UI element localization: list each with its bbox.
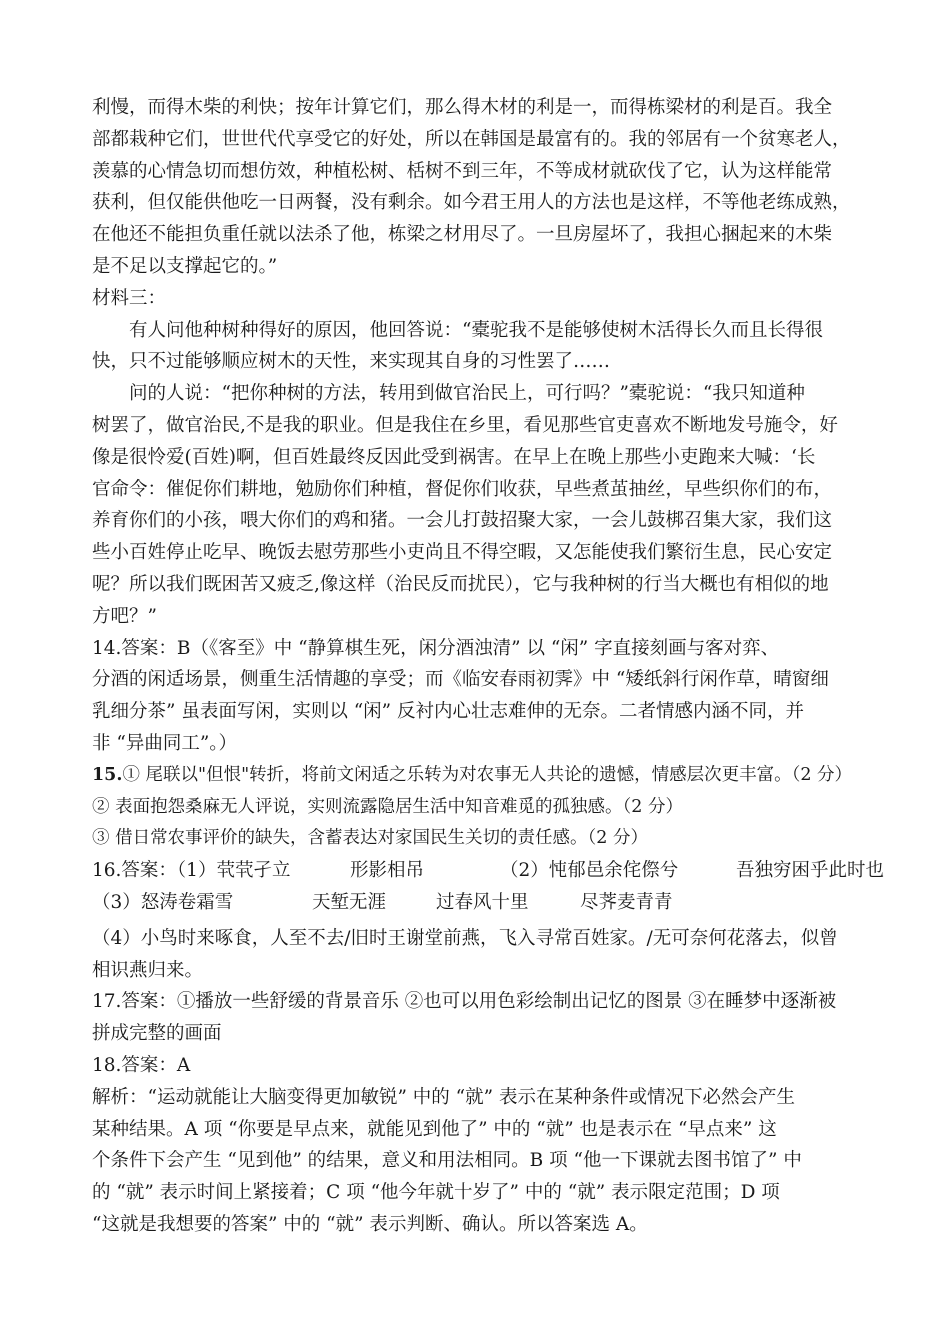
text-line: 乳细分茶” 虽表面写闲，实则以 “闲” 反衬内心壮志难伸的无奈。二者情感内涵不同，并: [92, 701, 805, 723]
material3-paragraph-2: [92, 378, 862, 632]
answer-16-item: 天堑无涯: [312, 891, 387, 913]
answer-18: [92, 1050, 862, 1241]
text-line: 17.答案：①播放一些舒缓的背景音乐 ②也可以用色彩绘制出记忆的图景 ③在睡梦中逐渐被: [92, 991, 837, 1013]
answer-18-answer: 18.答案：A: [92, 1054, 191, 1076]
text-line: 非 “异曲同工”。）: [92, 732, 238, 754]
answer-16-item: 尽荠麦青青: [580, 891, 673, 913]
text-line: 羡慕的心情急切而想仿效，种植松树、栝树不到三年，不等成材就砍伐了它，认为这样能常: [92, 160, 833, 182]
material2-tail: [92, 92, 862, 283]
text-line: 获利，但仅能供他吃一日两餐，没有剩余。如今君王用人的方法也是这样，不等他老练成熟，: [92, 192, 851, 214]
text-line: 的 “就” 表示时间上紧接着；C 项 “他今年就十岁了” 中的 “就” 表示限定范围；D 项: [92, 1182, 780, 1204]
answer-14: [92, 633, 862, 760]
question-number: 15.: [92, 764, 123, 785]
text-line: 养育你们的小孩，喂大你们的鸡和猪。一会儿打鼓招聚大家，一会儿鼓梆召集大家，我们这: [92, 510, 833, 532]
material3-paragraph-1: [92, 315, 862, 379]
answer-16-item: （2）忳郁邑余侘傺兮: [500, 860, 679, 882]
answer-15-line-1: [92, 760, 862, 792]
text-line: 是不足以支撑起它的。”: [92, 255, 278, 277]
text-line: 些小百姓停止吃早、晚饭去慰劳那些小吏尚且不得空暇，又怎能使我们繁衍生息，民心安定: [92, 542, 833, 564]
text-line: 相识燕归来。: [92, 959, 204, 981]
answer-16-item: 过春风十里: [436, 891, 529, 913]
material3-heading: 材料三：: [92, 287, 167, 309]
text-line: 快，只不过能够顺应树木的天性，来实现其自身的习性罢了……: [92, 351, 611, 373]
answer-16-row-2: [92, 887, 862, 919]
answer-16-item: 吾独穷困乎此时也: [736, 860, 885, 882]
answer-15: [92, 760, 862, 855]
text-line: “这就是我想要的答案” 中的 “就” 表示判断、确认。所以答案选 A。: [92, 1213, 648, 1235]
text-line: 利慢，而得木柴的利快；按年计算它们，那么得木材的利是一，而得栋梁材的利是百。我全: [92, 97, 833, 118]
text-line: （4）小鸟时来啄食，人至不去/旧时王谢堂前燕，飞入寻常百姓家。/无可奈何花落去，似曾: [92, 927, 838, 949]
text-line: 问的人说：“把你种树的方法，转用到做官治民上，可行吗？”橐驼说：“我只知道种: [129, 383, 805, 405]
text-line: 14.答案：B（《客至》中 “静算棋生死，闲分酒浊清” 以 “闲” 字直接刻画与客对弈、: [92, 637, 780, 659]
text-line: 官命令：催促你们耕地，勉励你们种植，督促你们收获，早些煮茧抽丝，早些织你们的布，: [92, 478, 833, 500]
answer-16-item: （3）怒涛卷霜雪: [92, 891, 234, 913]
answer-15-line-2: ② 表面抱怨桑麻无人评说，实则流露隐居生活中知音难觅的孤独感。（2 分）: [92, 796, 684, 817]
text-line: 某种结果。A 项 “你要是早点来，就能见到他了” 中的 “就” 也是表示在 “早点来” 这: [92, 1118, 777, 1140]
text-line: 呢？所以我们既困苦又疲乏,像这样（治民反而扰民），它与我种树的行当大概也有相似的地: [92, 573, 829, 595]
answer-16-row-1: [92, 855, 885, 887]
text-line: 像是很怜爱(百姓)啊，但百姓最终反因此受到祸害。在早上在晚上那些小吏跑来大喊：‘长: [92, 446, 816, 468]
text-line: 分酒的闲适场景，侧重生活情趣的享受；而《临安春雨初霁》中 “矮纸斜行闲作草，晴窗细: [92, 669, 829, 691]
answer-15-line-3: ③ 借日常农事评价的缺失，含蓄表达对家国民生关切的责任感。（2 分）: [92, 828, 649, 849]
answer-16-item: 形影相吊: [350, 860, 425, 882]
answer-16: [92, 855, 885, 986]
text-line: 有人问他种树种得好的原因，他回答说：“橐驼我不是能够使树木活得长久而且长得很: [129, 319, 823, 341]
text-line: 部都栽种它们，世世代代享受它的好处，所以在韩国是最富有的。我的邻居有一个贫寒老人，: [92, 128, 851, 150]
text-line: 方吧？”: [92, 605, 157, 627]
text-line: 在他还不能担负重任就以法杀了他，栋梁之材用尽了。一旦房屋坏了，我担心捆起来的木柴: [92, 224, 833, 246]
answer-15-text: ① 尾联以"但恨"转折，将前文闲适之乐转为对农事无人共论的遗憾，情感层次更丰富。（2 分）: [122, 764, 853, 785]
text-line: 拼成完整的画面: [92, 1023, 222, 1045]
text-line: 树罢了，做官治民,不是我的职业。但是我住在乡里，看见那些官吏喜欢不断地发号施令，好: [92, 414, 838, 436]
answer-16-item: 16.答案：（1）茕茕孑立: [92, 860, 291, 882]
text-line: 解析：“运动就能让大脑变得更加敏锐” 中的 “就” 表示在某种条件或情况下必然会产生: [92, 1086, 795, 1108]
document-page: [92, 92, 885, 1241]
answer-17: [92, 986, 862, 1050]
text-line: 个条件下会产生 “见到他” 的结果，意义和用法相同。B 项 “他一下课就去图书馆了” 中: [92, 1150, 802, 1172]
